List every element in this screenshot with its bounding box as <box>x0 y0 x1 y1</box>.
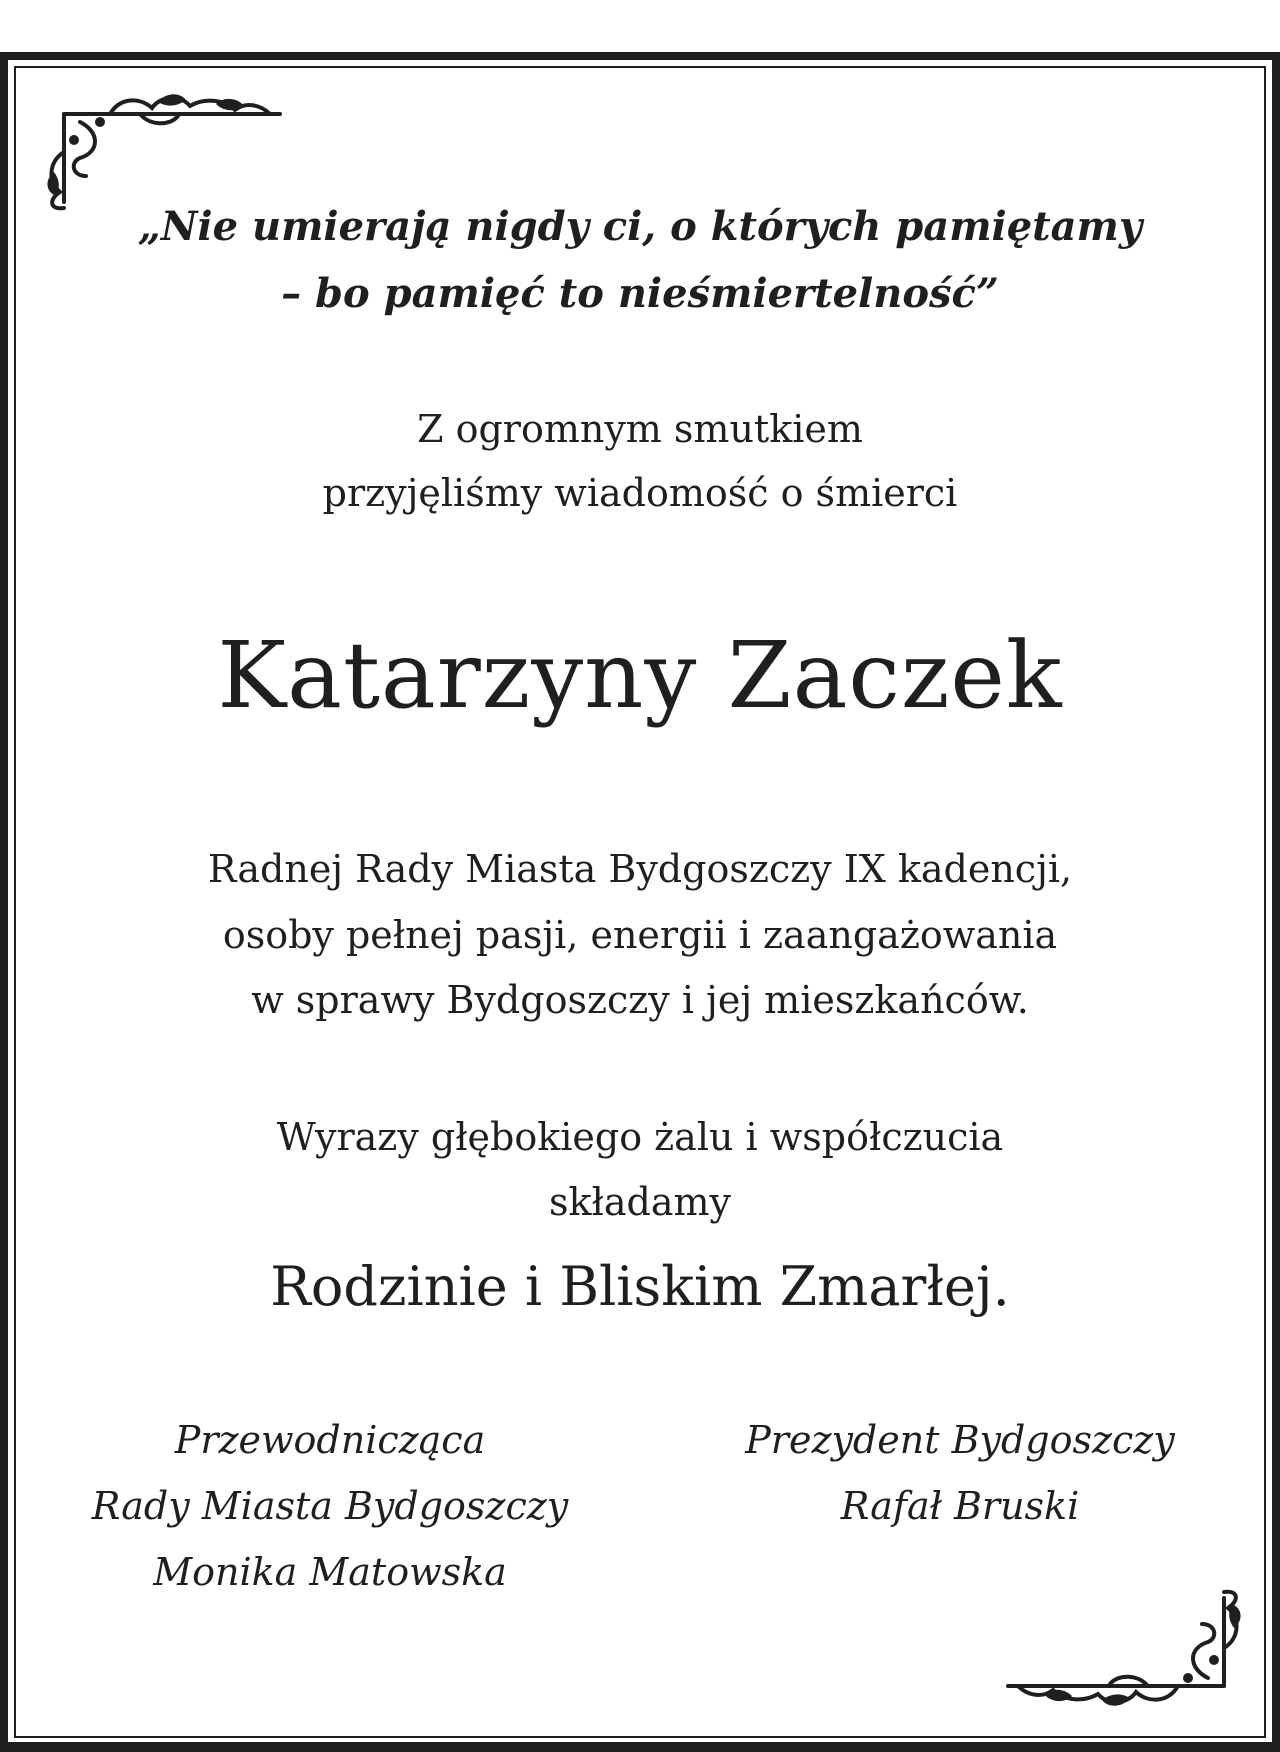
quote-line-2: – bo pamięć to nieśmiertelność” <box>281 270 999 317</box>
floral-corner-top-left-icon <box>40 92 290 212</box>
condolences-line-1: Wyrazy głębokiego żalu i współczucia <box>276 1115 1004 1159</box>
description-line-2: osoby pełnej pasji, energii i zaangażowania <box>222 913 1058 957</box>
intro-line-1: Z ogromnym smutkiem <box>417 407 863 451</box>
signature-right-line-1: Prezydent Bydgoszczy <box>745 1418 1175 1462</box>
floral-corner-bottom-right-icon <box>998 1588 1248 1708</box>
signature-right-line-2: Rafał Bruski <box>840 1484 1080 1528</box>
condolences-recipients: Rodzinie i Bliskim Zmarłej. <box>270 1255 1010 1318</box>
description-line-3: w sprawy Bydgoszczy i jej mieszkańców. <box>251 978 1029 1022</box>
condolences-line-2: składamy <box>549 1180 731 1224</box>
deceased-name: Katarzyny Zaczek <box>217 622 1063 729</box>
intro-line-2: przyjęliśmy wiadomość o śmierci <box>322 471 958 515</box>
quote-line-1: „Nie umierają nigdy ci, o których pamiętamy <box>137 203 1143 250</box>
signature-left-line-1: Przewodnicząca <box>174 1418 486 1462</box>
signature-left-line-3: Monika Matowska <box>153 1550 507 1594</box>
signature-left-line-2: Rady Miasta Bydgoszczy <box>91 1484 569 1528</box>
description-line-1: Radnej Rady Miasta Bydgoszczy IX kadencji, <box>207 847 1073 891</box>
